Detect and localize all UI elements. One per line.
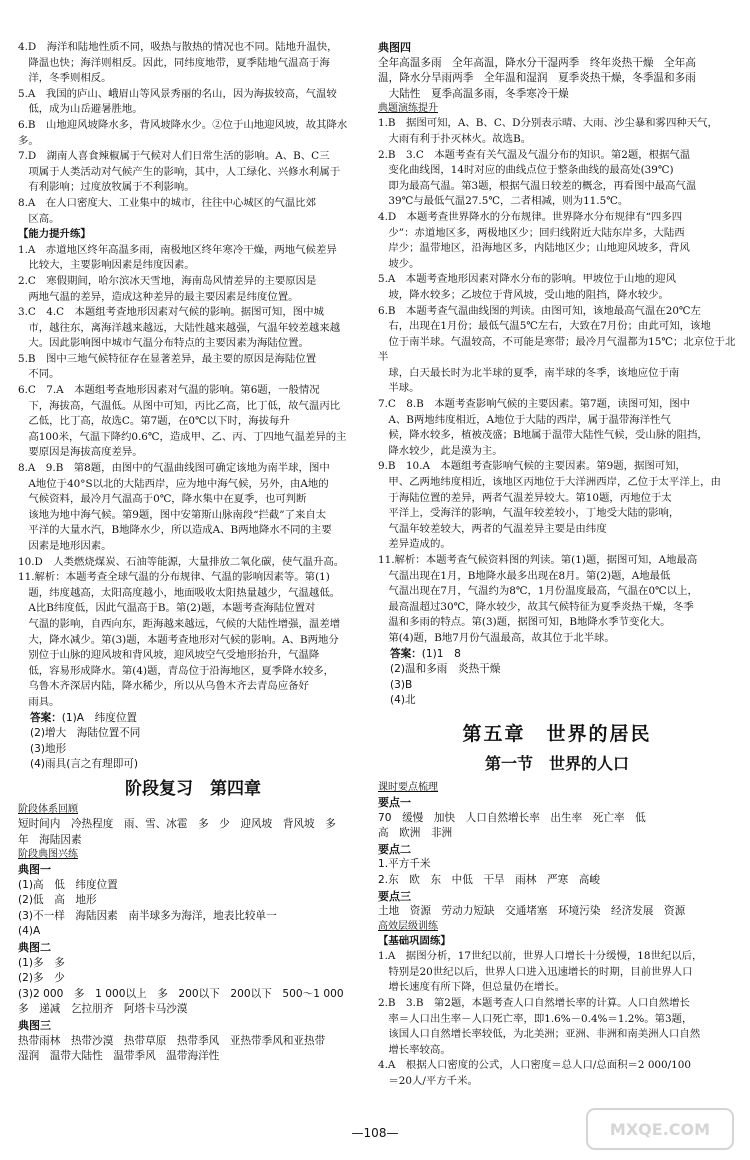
- typical-figure-4-answers: [378, 56, 736, 103]
- text-line: 该国人口自然增长率较低，为北美洲；亚洲、非洲和南美洲人口自然: [378, 1028, 701, 1041]
- right-column: [378, 40, 736, 1090]
- text-line: 4.A 根据人口密度的公式，人口密度＝总人口/总面积＝2 000/100: [378, 1059, 691, 1072]
- typical-figure-3-title: 典图三: [18, 1019, 51, 1033]
- typical-figure-1-answers: [18, 878, 368, 940]
- ability-header: 【能力提升练】: [18, 228, 91, 241]
- text-line: 右，出现在1月份；最低气温5℃左右，大致在7月份；由此可知，该地: [378, 320, 711, 333]
- text-line: 气温出现在1月，B地降水最多出现在8月。第(2)题，A地最低: [378, 569, 671, 582]
- text-line: 坡少。: [378, 257, 420, 270]
- text-line: 降水较少，此是漠为主。: [378, 444, 503, 457]
- answer-line: (3)B: [390, 678, 413, 691]
- text-line: 2.东 欧 东 中低 干旱 雨林 严寒 高峻: [378, 873, 600, 886]
- text-line: 甲、乙两地纬度相近，该地区丙地位于大洋洲西岸，乙位于太平洋上，由: [378, 476, 721, 489]
- text-line: 市，越往东，离海洋越来越远，大陆性越来越强，气温年较差越来越: [18, 321, 341, 334]
- text-line: 差异造成的。: [378, 538, 451, 551]
- text-line: 9.B 10.A 本题组考查影响气候的主要因素。第9题，据图可知，: [378, 460, 686, 473]
- text-line: 要原因是海拔高度差异。: [18, 446, 143, 459]
- basic-practice-header: 【基础巩固练】: [378, 934, 451, 947]
- text-line: 该地为地中海气候。第9题，图中安第斯山脉南段“拦截”了来自太: [18, 508, 327, 521]
- key-point-1-title: 要点一: [378, 795, 411, 809]
- text-line: 球，白天最长时为北半球的夏季，南半球的冬季，该地应位于南: [378, 366, 680, 379]
- section-title: 第一节 世界的人口: [484, 753, 629, 773]
- text-line: 7.D 湖南人喜食辣椒属于气候对人们日常生活的影响。A、B、C三: [18, 150, 330, 163]
- text-line: 因素是地形因素。: [18, 540, 112, 552]
- text-line: 8.A 9.B 第8题，由图中的气温曲线图可确定该地为南半球，图中: [18, 462, 330, 475]
- text-line: 气温的影响，自西向东，距海越来越远，气候的大陆性增强，温差增: [18, 617, 341, 630]
- left-answers-part1: [18, 40, 368, 227]
- fill-line: 年 海陆因素: [18, 833, 82, 846]
- text-line: 岸少；温带地区，沿海地区多，内陆地区少；山地迎风坡多，背风: [378, 242, 690, 255]
- text-line: 2.B 3.C 本题考查有关气温及气温分布的知识。第2题，根据气温: [378, 148, 691, 161]
- svg-text:MXQE.COM: MXQE.COM: [609, 1120, 711, 1139]
- key-point-2-answers: [378, 857, 736, 888]
- text-line: 乙低，比丁高，故选C。第7题，在0℃以下时，海拔每升: [18, 415, 290, 428]
- typical-figure-1-title: 典图一: [18, 863, 51, 877]
- text-line: 乌鲁木齐深居内陆，降水稀少，所以从乌鲁木齐去青岛应备好: [18, 680, 309, 693]
- text-line: A地位于40°S以北的大陆西岸，应为地中海气候，另外，由A地的: [18, 477, 329, 490]
- text-line: 平洋上，受海洋的影响，气温年较差较小，丁地受大陆的影响，: [378, 507, 680, 520]
- text-line: 5.B 图中三地气候特征存在显著差异，最主要的原因是海陆位置: [18, 352, 317, 365]
- answer-line: (4)北: [390, 694, 416, 707]
- text-line: (3)不一样 海陆因素 南半球多为海洋，地表比较单一: [18, 909, 277, 922]
- text-line: 第(4)题，B地7月份气温最高，故其位于北半球。: [378, 631, 615, 644]
- text-line: 即为最高气温。第3题，根据气温日较差的概念，再看图中最高气温: [378, 179, 697, 192]
- text-line: (2)低 高 地形: [18, 894, 97, 907]
- text-line: 低，容易形成降水。第(4)题，青岛位于沿海地区，夏季降水较多，: [18, 664, 335, 677]
- text-line: 比较大，主要影响因素是纬度因素。: [18, 259, 195, 272]
- text-line: 位于南半球。气温较高，不可能是寒带；最冷月气温都为15℃；北京位于北半: [378, 335, 736, 364]
- text-line: 率＝人口出生率－人口死亡率，即1.6%－0.4%＝1.2%。第3题，: [378, 1012, 693, 1025]
- typical-figure-4-title: 典图四: [378, 41, 411, 54]
- text-line: 1.A 赤道地区终年高温多雨，南极地区终年寒冷干燥，两地气候差异: [18, 243, 337, 256]
- hierarchy-training-header: 高效层级训练: [378, 920, 438, 932]
- text-line: 大雨有利于扑灭林火。故选B。: [378, 132, 532, 145]
- text-line: 坡，降水较多；乙坡位于背风坡，受山地的阻挡，降水较少。: [378, 288, 669, 301]
- text-line: A比B纬度低，因此气温高于B。第(2)题，本题考查海陆位置对: [18, 602, 316, 615]
- typical-figure-header: 阶段典图兴练: [18, 849, 78, 861]
- text-line: 大，降水减少。第(3)题，本题考查地形对气候的影响。A、B两地分: [18, 633, 339, 646]
- answer-block: 答案：(1)1 8: [390, 647, 461, 660]
- text-line: 11.解析：本题考查气候资料图的判读。第(1)题，据图可知，A地最高: [378, 554, 698, 566]
- key-point-2-title: 要点二: [378, 842, 411, 856]
- text-line: A、B两地纬度相近，A地位于大陆的西岸，属于温带海洋性气: [378, 413, 671, 426]
- text-line: 2.C 寒假期间，哈尔滨冰天雪地，海南岛风情差异的主要原因是: [18, 274, 317, 287]
- fill-line: 短时间内 冷热程度 雨、雪、冰雹 多 少 迎风坡 背风坡 多: [18, 817, 336, 830]
- text-line: 39℃与最低气温27.5℃，二者相减，则为11.5℃。: [378, 195, 629, 208]
- text-line: 雨具。: [18, 695, 60, 708]
- text-line: 气候资料，最冷月气温高于0℃，降水集中在夏季，也可判断: [18, 493, 307, 506]
- answer-line: (2)温和多雨 炎热干燥: [390, 663, 501, 676]
- text-line: 变化曲线图，14时对应的曲线点位于整条曲线的最高处(39℃): [378, 164, 674, 177]
- answer-block: 答案：(1)A 纬度位置: [30, 711, 138, 724]
- text-line: 6.C 7.A 本题组考查地形因素对气温的影响。第6题，一般情况: [18, 384, 320, 397]
- text-line: 增长率较高。: [378, 1043, 451, 1056]
- key-point-1-answers: [378, 811, 736, 842]
- text-line: 8.A 在人口密度大、工业集中的城市，往往中心城区的气温比郊: [18, 196, 316, 209]
- text-line: 气温出现在7月，气温约为8℃，1月份温度最高，气温在0℃以上，: [378, 585, 698, 598]
- typical-figure-3-answers: [18, 1034, 368, 1065]
- right-answers: [378, 116, 736, 646]
- text-line: 候，降水较多，植被茂盛；B地属于温带大陆性气候，受山脉的阻挡，: [378, 429, 708, 442]
- text-line: 别位于山脉的迎风坡和背风坡，迎风坡空气受地形抬升，气温降: [18, 649, 320, 662]
- text-line: 4.D 海洋和陆地性质不同，吸热与散热的情况也不同。陆地升温快，: [18, 41, 338, 53]
- text-line: (3)2 000 多 1 000以上 多 200以下 200以下 500～1 000: [18, 987, 344, 1000]
- text-line: 项属于人类活动对气候产生的影响，其中，人工绿化、兴修水利属于: [18, 165, 341, 178]
- text-line: 平洋的大量水汽，B地降水少，所以造成A、B两地降水不同的主要: [18, 524, 332, 537]
- system-review-header: 阶段体系回顾: [18, 803, 78, 815]
- text-line: 1.A 据图分析，17世纪以前，世界人口增长十分缓慢，18世纪以后，: [378, 950, 703, 963]
- text-line: 下，海拔高，气温低。从图中可知，丙比乙高，比丁低，故气温丙比: [18, 399, 341, 412]
- chapter-title: 第五章 世界的居民: [462, 722, 652, 745]
- text-line: 3.C 4.C 本题组考查地形因素对气候的影响。据图可知，图中城: [18, 306, 324, 319]
- text-line: 多 递减 乞拉朋齐 阿塔卡马沙漠: [18, 1003, 188, 1016]
- stage-review-title: 阶段复习 第四章: [125, 778, 261, 799]
- typical-figure-2-title: 典图二: [18, 941, 51, 955]
- text-line: 热带雨林 热带沙漠 热带草原 热带季风 亚热带季风和亚热带: [18, 1034, 326, 1047]
- text-line: 两地气温的差异，造成这种差异的最主要因素是纬度位置。: [18, 290, 299, 303]
- text-line: 大。因此影响图中城市气温分布特点的主要因素为海陆位置。: [18, 337, 309, 350]
- text-line: (1)高 低 纬度位置: [18, 878, 118, 891]
- text-line: 题，纬度越高，太阳高度越小，地面吸收太阳热量越少，气温越低。: [18, 586, 341, 599]
- text-line: 4.D 本题考查世界降水的分布规律。世界降水分布规律有“四多四: [378, 210, 683, 223]
- text-line: 7.C 8.B 本题考查影响气候的主要因素。第7题，读图可知，图中: [378, 398, 691, 411]
- text-line: 温，降水分旱雨两季 全年温和湿润 夏季炎热干燥，冬季温和多雨: [378, 72, 696, 85]
- key-point-3-title: 要点三: [378, 889, 411, 903]
- text-line: 10.D 人类燃烧煤炭、石油等能源，大量排放二氧化碳，使气温升高。: [18, 555, 345, 568]
- text-line: 高 欧洲 非洲: [378, 827, 453, 840]
- typical-figure-2-answers: [18, 956, 368, 1018]
- text-line: 增长速度有所下降，但总量仍在增长。: [378, 981, 566, 994]
- key-points-header: 课时要点梳理: [378, 781, 438, 793]
- text-line: 降温也快；海洋则相反。因此，同纬度地带，夏季陆地气温高于海: [18, 56, 330, 69]
- answer-line: (3)地形: [30, 742, 67, 755]
- page-number: —108—: [351, 1126, 399, 1140]
- text-line: 湿润 温带大陆性 温带季风 温带海洋性: [18, 1050, 220, 1063]
- text-line: 5.A 我国的庐山、峨眉山等风景秀丽的名山，因为海拔较高，气温较: [18, 87, 337, 100]
- text-line: 最高温超过30℃，降水较少，故其气候特征为夏季炎热干燥，冬季: [378, 600, 694, 613]
- text-line: 有利影响；过度放牧属于不利影响。: [18, 181, 195, 194]
- text-line: 11.解析：本题考查全球气温的分布规律、气温的影响因素等。第(1): [18, 571, 330, 584]
- left-column: [18, 40, 368, 1065]
- text-line: 洋，冬季则相反。: [18, 72, 112, 85]
- text-line: 全年高温多雨 全年高温，降水分干湿两季 终年炎热干燥 全年高: [378, 56, 696, 69]
- left-answers-part2: [18, 243, 368, 711]
- text-line: 1.平方千米: [378, 858, 431, 871]
- key-point-3-answers: [378, 904, 736, 920]
- text-line: 少”：赤道地区多，两极地区少；回归线附近大陆东岸多，大陆西: [378, 226, 685, 239]
- text-line: 不同。: [18, 368, 60, 381]
- answer-line: (2)增大 海陆位置不同: [30, 727, 141, 740]
- text-line: 2.B 3.B 第2题，本题考查人口自然增长率的计算。人口自然增长: [378, 997, 690, 1010]
- text-line: 1.B 据图可知，A、B、C、D分别表示晴、大雨、沙尘暴和雾四种天气，: [378, 117, 718, 130]
- text-line: ＝20人/平方千米。: [378, 1075, 478, 1088]
- text-line: 特别是20世纪以后，世界人口进入迅速增长的时期，目前世界人口: [378, 965, 693, 978]
- text-line: 5.A 本题考查地形因素对降水分布的影响。甲坡位于山地的迎风: [378, 273, 676, 286]
- text-line: 于海陆位置的差异，两者气温差异较大。第10题，丙地位于太: [378, 491, 672, 504]
- text-line: 高100米，气温下降约0.6℃，造成甲、乙、丙、丁四地气温差异的主: [18, 430, 347, 443]
- text-line: (4)A: [18, 925, 41, 938]
- text-line: 6.B 山地迎风坡降水多，背风坡降水少。②位于山地迎风坡，故其降水多。: [18, 118, 348, 147]
- watermark-logo: [585, 1105, 735, 1153]
- answer-line: (4)雨具(言之有理即可): [30, 758, 139, 771]
- text-line: (1)多 多: [18, 956, 65, 969]
- text-line: 气温年较差较大，两者的气温差异主要是由纬度: [378, 522, 607, 535]
- text-line: 低，成为山岳避暑胜地。: [18, 103, 143, 116]
- text-line: 6.B 本题考查气温曲线图的判读。由图可知，该地最高气温在20℃左: [378, 304, 701, 317]
- basic-practice-answers: [378, 949, 736, 1089]
- text-line: 温和多雨的特点。第(3)题，据图可知，B地降水季节变化大。: [378, 616, 671, 629]
- text-line: 70 缓慢 加快 人口自然增长率 出生率 死亡率 低: [378, 811, 646, 824]
- practice-header: 典题演练提升: [378, 103, 438, 115]
- text-line: 土地 资源 劳动力短缺 交通堵塞 环境污染 经济发展 资源: [378, 905, 686, 918]
- text-line: 大陆性 夏季高温多雨，冬季寒冷干燥: [378, 87, 569, 100]
- text-line: 半球。: [378, 382, 420, 395]
- text-line: 区高。: [18, 212, 60, 225]
- text-line: (2)多 少: [18, 972, 65, 985]
